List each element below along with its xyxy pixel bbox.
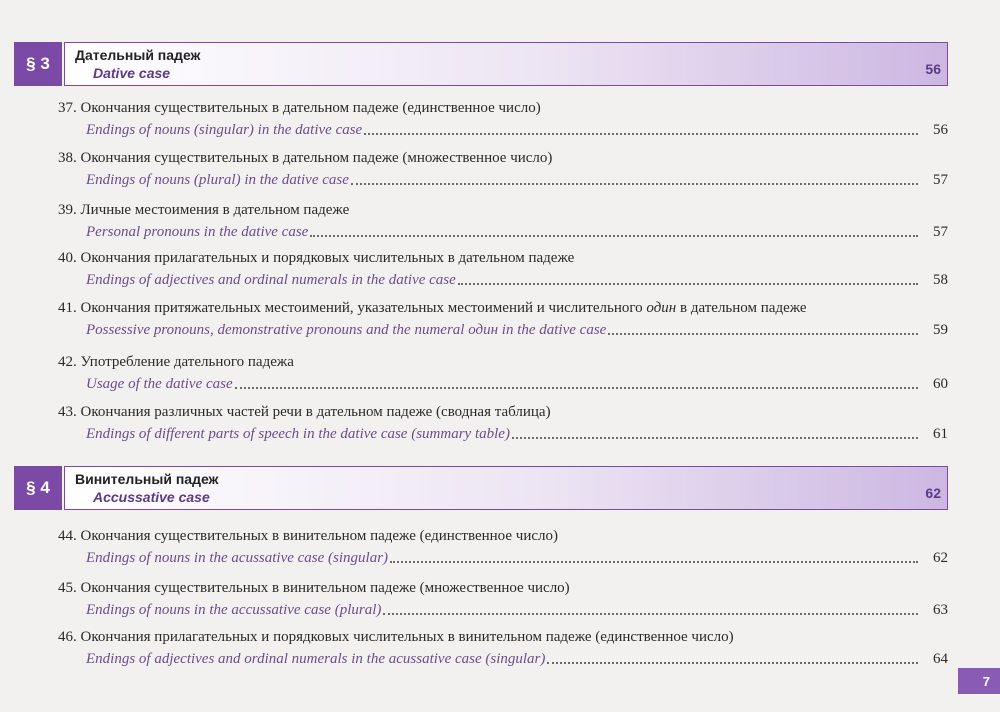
entry-title-en: Endings of different parts of speech in the dative case (summary table) (86, 426, 510, 442)
entry-title-ru: 43. Окончания различных частей речи в дательном падеже (сводная таблица) (58, 404, 551, 420)
toc-entry[interactable] (58, 627, 948, 669)
entry-title-en: Endings of nouns (singular) in the dative case (86, 122, 363, 138)
toc-entry[interactable] (58, 98, 948, 140)
entry-title-en: Endings of adjectives and ordinal numerals in the acussative case (singular) (86, 651, 546, 667)
section-number: § 4 (14, 466, 62, 510)
entry-title-en: Endings of nouns (plural) in the dative case (86, 172, 349, 188)
section-title-en: Dative case (93, 65, 171, 81)
section-title-ru: Винительный падеж (75, 471, 219, 487)
entry-title-ru: 45. Окончания существительных в винительном падеже (множественное число) (58, 580, 570, 596)
entry-title-en: Usage of the dative case (86, 376, 233, 392)
section-4-header (14, 466, 948, 510)
entry-page: 60 (933, 376, 948, 392)
entry-page: 63 (933, 602, 948, 618)
entry-page: 62 (933, 550, 948, 566)
section-page: 62 (925, 485, 941, 501)
entry-page: 61 (933, 426, 948, 442)
dot-leader (458, 282, 918, 285)
dot-leader (390, 560, 918, 563)
entry-page: 58 (933, 272, 948, 288)
section-number: § 3 (14, 42, 62, 86)
dot-leader (512, 436, 918, 439)
toc-entry[interactable] (58, 248, 948, 290)
dot-leader (310, 234, 918, 237)
section-page: 56 (925, 61, 941, 77)
dot-leader (364, 132, 918, 135)
toc-entry[interactable] (58, 578, 948, 620)
toc-entry[interactable] (58, 402, 948, 444)
dot-leader (383, 612, 918, 615)
dot-leader (547, 661, 918, 664)
toc-entry[interactable] (58, 526, 948, 568)
section-3-header (14, 42, 948, 86)
dot-leader (608, 332, 918, 335)
entry-title-ru: 42. Употребление дательного падежа (58, 354, 294, 370)
section-title-en: Accussative case (93, 489, 210, 505)
entry-page: 64 (933, 651, 948, 667)
entry-title-en: Endings of nouns in the accussative case (plural) (86, 602, 382, 618)
entry-page: 57 (933, 172, 948, 188)
entry-page: 56 (933, 122, 948, 138)
entry-title-ru (58, 298, 948, 318)
entry-title-ru: 39. Личные местоимения в дательном падеже (58, 202, 350, 218)
entry-title-en: Endings of adjectives and ordinal numerals in the dative case (86, 272, 456, 288)
entry-title-en: Endings of nouns in the acussative case (singular) (86, 550, 389, 566)
toc-entry[interactable] (58, 352, 948, 394)
toc-entry[interactable] (58, 148, 948, 190)
entry-page: 59 (933, 322, 948, 338)
entry-title-ru: 37. Окончания существительных в дательном падеже (единственное число) (58, 100, 541, 116)
page-number: 7 (958, 668, 1000, 694)
entry-title-ru: 38. Окончания существительных в дательном падеже (множественное число) (58, 150, 553, 166)
entry-title-ru: 40. Окончания прилагательных и порядковых числительных в дательном падеже (58, 250, 575, 266)
entry-title-ru-emphasis: один (646, 300, 677, 316)
entry-title-en: Personal pronouns in the dative case (86, 224, 309, 240)
section-title-box (64, 466, 948, 510)
entry-title-en: Possessive pronouns, demonstrative pronouns and the numeral один in the dative case (86, 322, 607, 338)
section-title-ru: Дательный падеж (75, 47, 201, 63)
entry-page: 57 (933, 224, 948, 240)
entry-title-ru: 44. Окончания существительных в винительном падеже (единственное число) (58, 528, 558, 544)
section-title-box (64, 42, 948, 86)
toc-entry[interactable] (58, 298, 948, 340)
dot-leader (351, 182, 918, 185)
entry-title-ru-part: в дательном падеже (676, 300, 807, 316)
dot-leader (235, 386, 918, 389)
entry-title-ru-part: 41. Окончания притяжательных местоимений, указательных местоимений и числительного (58, 300, 647, 316)
entry-title-ru: 46. Окончания прилагательных и порядковых числительных в винительном падеже (единственное число) (58, 629, 734, 645)
toc-entry[interactable] (58, 200, 948, 242)
